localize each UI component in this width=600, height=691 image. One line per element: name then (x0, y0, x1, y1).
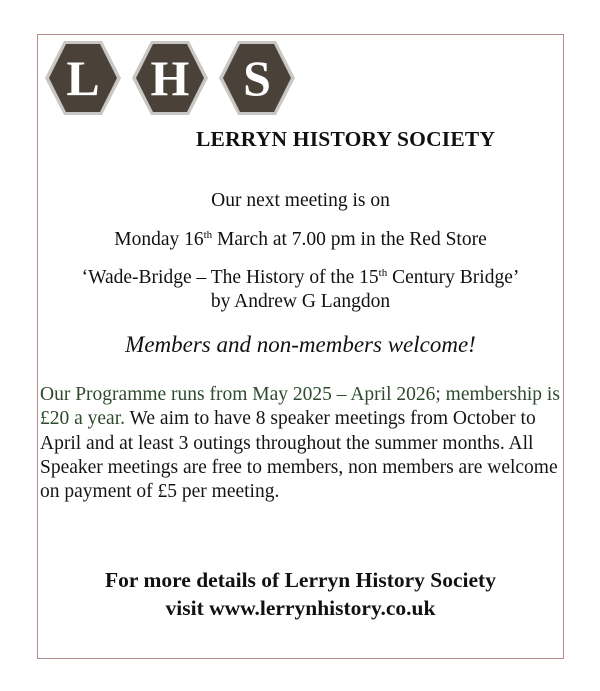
footer-details (38, 566, 563, 622)
logo-letter: S (243, 50, 271, 106)
meeting-date (38, 229, 563, 251)
logo-hexagon-s (218, 40, 296, 116)
organization-title: LERRYN HISTORY SOCIETY (196, 127, 496, 151)
logo-letter: H (150, 50, 190, 106)
welcome-message: Members and non-members welcome! (125, 332, 476, 357)
talk-title (38, 267, 563, 289)
programme-highlight: Our Programme runs from May 2025 – April 2026; membership is £20 a year. (40, 384, 560, 430)
date-rest: March at 7.00 pm in the Red Store (212, 229, 487, 250)
footer-line-1: For more details of Lerryn History Society (105, 568, 496, 592)
speaker-name: by Andrew G Langdon (210, 291, 391, 312)
programme-body: We aim to have 8 speaker meetings from October to April and at least 3 outings throughout the summer months. All Speaker meetings are free to members, non members are welcome on payment of £5 per meeting. (40, 408, 558, 503)
logo-hexagon-h (131, 40, 209, 116)
logo-hexagon-l (44, 40, 122, 116)
logo-letter: L (66, 50, 100, 106)
lhs-logo (44, 40, 296, 117)
website-link: visit www.lerrynhistory.co.uk (165, 596, 436, 620)
talk-prefix: ‘Wade-Bridge – The History of the 15 (81, 267, 379, 288)
meeting-intro: Our next meeting is on (211, 190, 390, 211)
programme-paragraph (40, 383, 560, 504)
talk-rest: Century Bridge’ (387, 267, 520, 288)
talk-ordinal: th (378, 267, 388, 279)
date-prefix: Monday 16 (114, 229, 204, 250)
date-ordinal: th (203, 229, 213, 241)
notice-poster (37, 34, 564, 659)
